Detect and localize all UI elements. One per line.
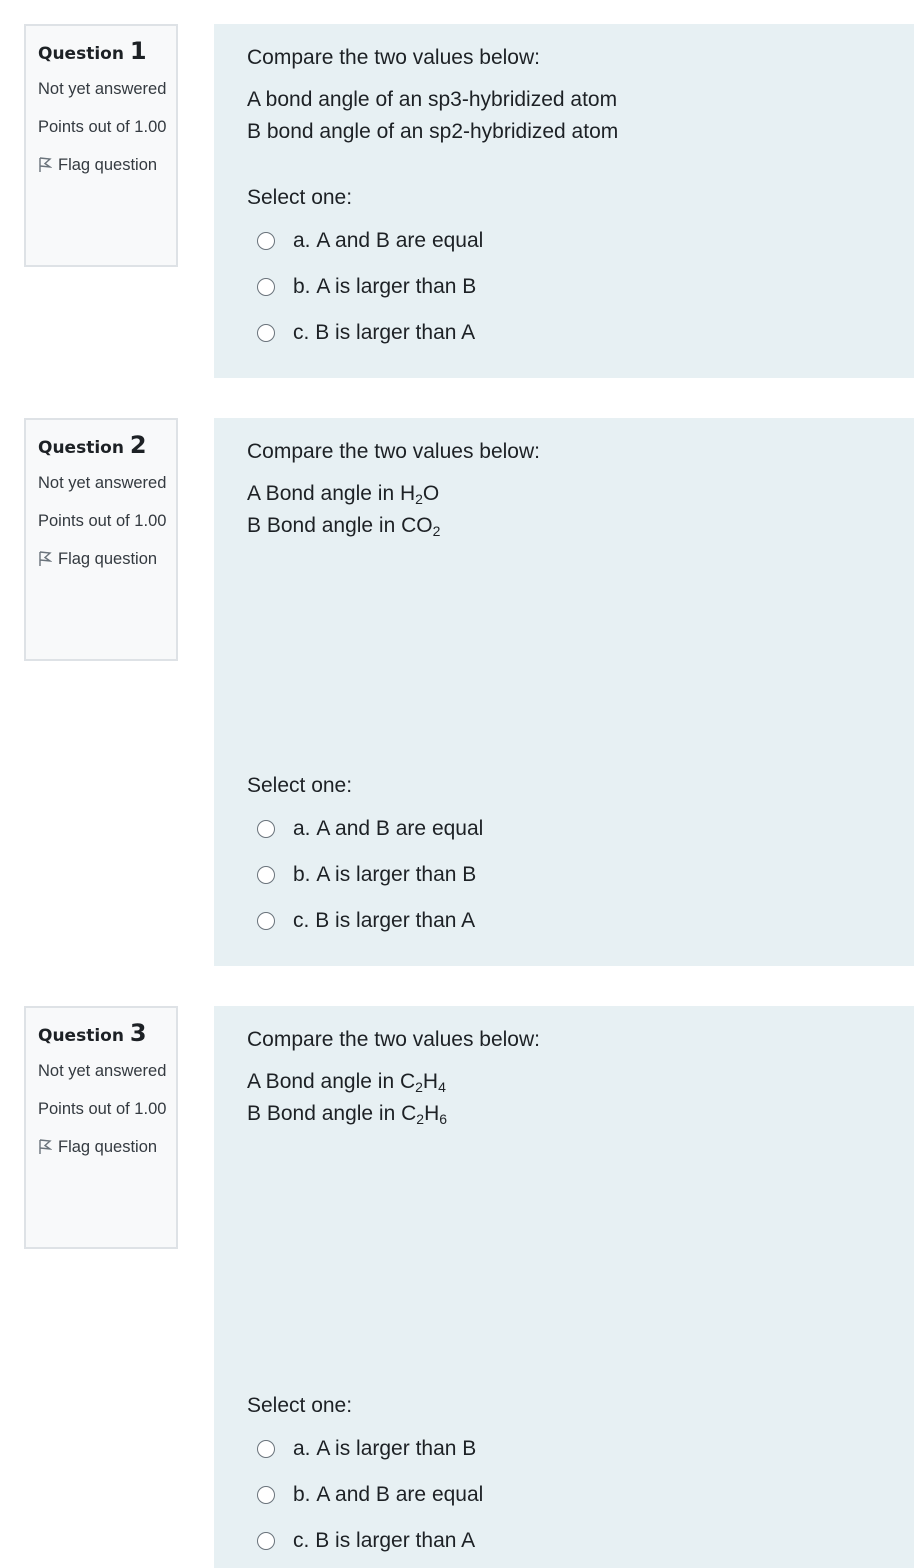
answer-text: A and B are equal (316, 1483, 484, 1506)
answer-letter: b. (293, 863, 311, 886)
question-num: 2 (129, 431, 147, 459)
answer-option-b[interactable] (247, 264, 914, 310)
statement-b (247, 510, 914, 542)
statement-a-text: A bond angle of an sp3-hybridized atom (247, 88, 618, 111)
answer-letter: a. (293, 229, 311, 252)
answer-option-c[interactable] (247, 310, 914, 356)
question-prompt: Compare the two values below: (247, 440, 540, 463)
answer-letter: c. (293, 909, 310, 932)
flag-icon (38, 551, 52, 567)
flag-icon (38, 1139, 52, 1155)
statement-b (247, 116, 914, 148)
question-points: Points out of 1.00 (38, 1100, 167, 1118)
question-num: 1 (129, 37, 147, 65)
radio-button[interactable] (257, 820, 275, 838)
subscript: 2 (415, 491, 423, 507)
question-status: Not yet answered (38, 1062, 167, 1080)
statement-a (247, 1066, 914, 1098)
question-word: Question (38, 1026, 124, 1046)
answer-text: A is larger than B (316, 1437, 477, 1460)
question-info (24, 1006, 178, 1249)
answer-list (247, 1426, 914, 1564)
question-content (214, 418, 914, 966)
answer-option-c[interactable] (247, 1518, 914, 1564)
statement-a-text: H (422, 1070, 439, 1093)
radio-button[interactable] (257, 1486, 275, 1504)
flag-icon (38, 157, 52, 173)
statement-a (247, 478, 914, 510)
subscript: 2 (415, 1079, 423, 1095)
statement-b-text: B Bond angle in CO (247, 514, 433, 537)
statement-b-text: B bond angle of an sp2-hybridized atom (247, 120, 619, 143)
statement-b-text: B Bond angle in C (247, 1102, 417, 1125)
select-one-label: Select one: (247, 1394, 353, 1417)
question-number (38, 1019, 176, 1050)
answer-text: B is larger than A (315, 321, 476, 344)
question-info (24, 24, 178, 267)
flag-label: Flag question (58, 1138, 158, 1156)
statement-b-text: H (424, 1102, 440, 1125)
answer-letter: b. (293, 1483, 311, 1506)
radio-button[interactable] (257, 232, 275, 250)
question-number (38, 37, 176, 68)
flag-question-link[interactable] (38, 546, 176, 572)
select-one-label: Select one: (247, 186, 353, 209)
answer-text: A is larger than B (316, 275, 477, 298)
question-status: Not yet answered (38, 474, 167, 492)
radio-button[interactable] (257, 278, 275, 296)
answer-option-a[interactable] (247, 218, 914, 264)
answer-option-c[interactable] (247, 898, 914, 944)
question-number (38, 431, 176, 462)
answer-text: B is larger than A (315, 909, 476, 932)
radio-button[interactable] (257, 1440, 275, 1458)
flag-label: Flag question (58, 550, 158, 568)
question-info (24, 418, 178, 661)
question-word: Question (38, 438, 124, 458)
answer-text: B is larger than A (315, 1529, 476, 1552)
subscript: 6 (439, 1111, 448, 1127)
question-content (214, 24, 914, 378)
radio-button[interactable] (257, 912, 275, 930)
answer-list (247, 806, 914, 944)
statement-a (247, 84, 914, 116)
flag-label: Flag question (58, 156, 158, 174)
radio-button[interactable] (257, 866, 275, 884)
question-word: Question (38, 44, 124, 64)
flag-question-link[interactable] (38, 152, 176, 178)
statement-a-text: O (422, 482, 440, 505)
statement-b (247, 1098, 914, 1130)
flag-question-link[interactable] (38, 1134, 176, 1160)
answer-option-a[interactable] (247, 1426, 914, 1472)
answer-list (247, 218, 914, 356)
answer-text: A and B are equal (316, 229, 484, 252)
statement-a-text: A Bond angle in C (247, 1070, 416, 1093)
answer-option-b[interactable] (247, 1472, 914, 1518)
select-one-label: Select one: (247, 774, 353, 797)
radio-button[interactable] (257, 1532, 275, 1550)
radio-button[interactable] (257, 324, 275, 342)
subscript: 2 (432, 523, 441, 539)
answer-letter: b. (293, 275, 311, 298)
question-content (214, 1006, 914, 1568)
question-prompt: Compare the two values below: (247, 1028, 540, 1051)
question-points: Points out of 1.00 (38, 512, 167, 530)
statement-a-text: A Bond angle in H (247, 482, 416, 505)
question-status: Not yet answered (38, 80, 167, 98)
answer-letter: a. (293, 817, 311, 840)
subscript: 2 (416, 1111, 425, 1127)
question-points: Points out of 1.00 (38, 118, 167, 136)
answer-text: A is larger than B (316, 863, 477, 886)
answer-option-a[interactable] (247, 806, 914, 852)
answer-text: A and B are equal (316, 817, 484, 840)
question-num: 3 (129, 1019, 147, 1047)
subscript: 4 (438, 1079, 446, 1095)
answer-option-b[interactable] (247, 852, 914, 898)
answer-letter: c. (293, 321, 310, 344)
answer-letter: c. (293, 1529, 310, 1552)
answer-letter: a. (293, 1437, 311, 1460)
question-prompt: Compare the two values below: (247, 46, 540, 69)
